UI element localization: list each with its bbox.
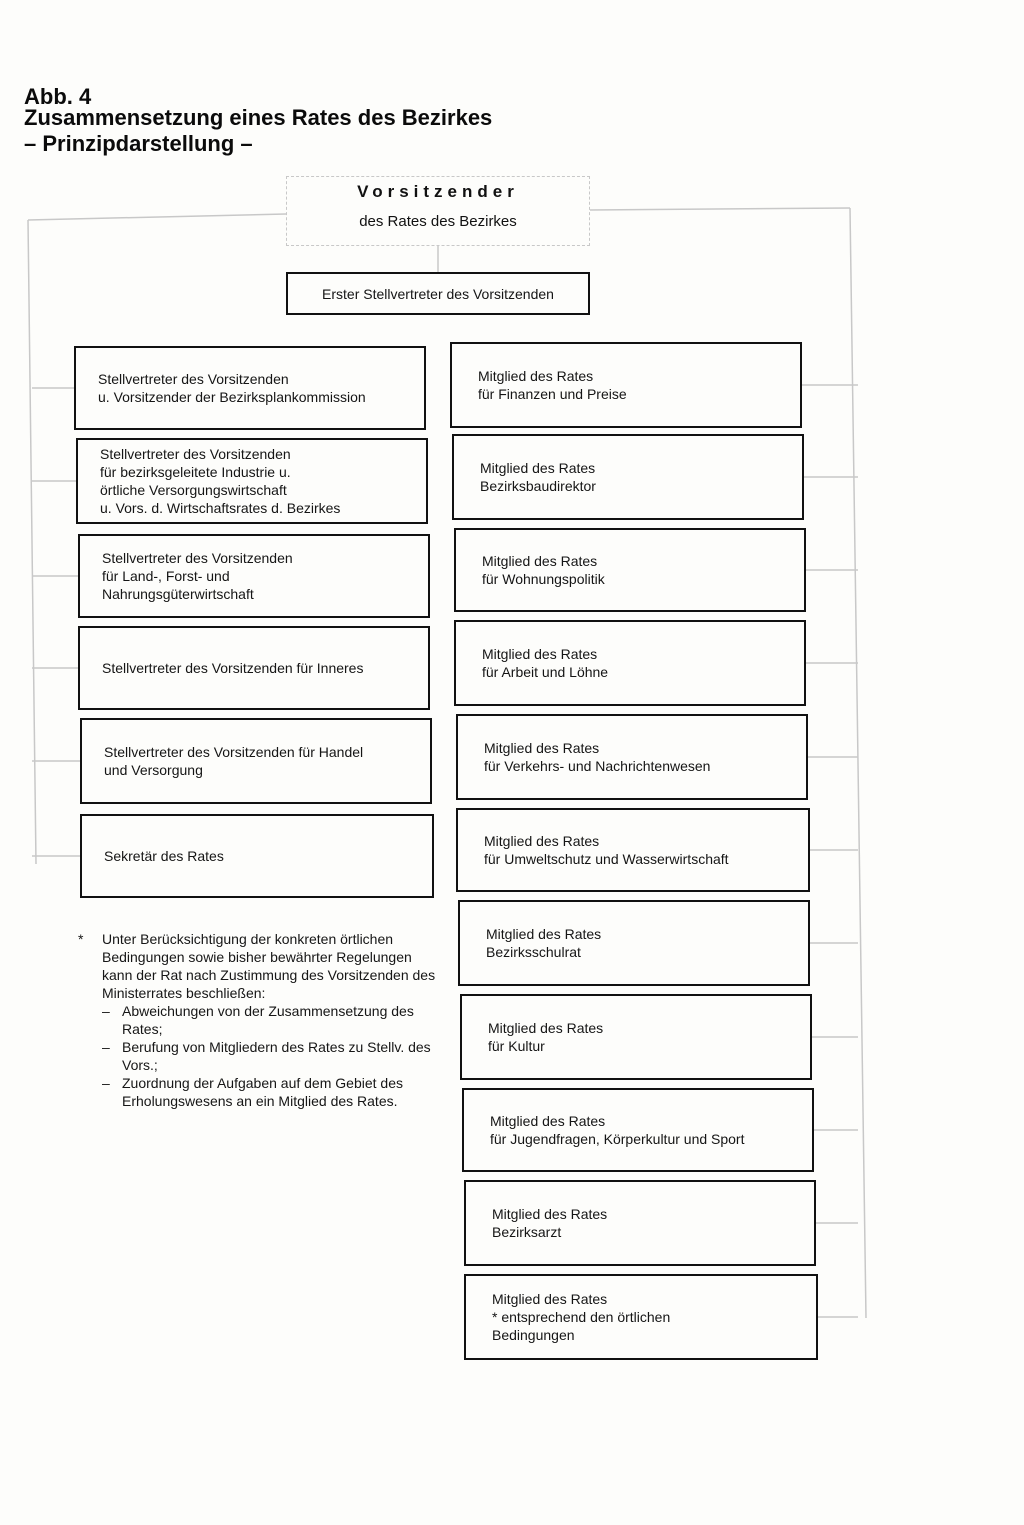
deputy-box-label: Stellvertreter des Vorsitzenden für Handel und Versorgung: [104, 744, 364, 778]
deputy-box-label: Stellvertreter des Vorsitzenden u. Vorsitzender der Bezirksplankommission: [98, 371, 366, 405]
figure-title: Zusammensetzung eines Rates des Bezirkes: [24, 105, 493, 130]
member-box-label: Mitglied des Rates Bezirksbaudirektor: [480, 460, 596, 494]
footnote-asterisk: *: [78, 931, 84, 947]
member-box: [464, 1180, 816, 1266]
chair-subtitle: des Rates des Bezirkes: [359, 213, 517, 230]
deputy-box-label: Stellvertreter des Vorsitzenden für Land-, Forst- und Nahrungsgüterwirtschaft: [102, 550, 293, 602]
member-box: [464, 1274, 818, 1360]
figure-subtitle: – Prinzipdarstellung –: [24, 131, 253, 156]
deputy-box: [76, 438, 428, 524]
member-box: [452, 434, 804, 520]
member-box-label: Mitglied des Rates Bezirksarzt: [492, 1206, 608, 1240]
member-box: [458, 900, 810, 986]
member-box-label: Mitglied des Rates für Kultur: [488, 1020, 604, 1054]
member-box: [450, 342, 802, 428]
figure-number: Abb. 4: [24, 84, 92, 109]
footnote-item: [102, 1038, 438, 1074]
footnote-dash: –: [102, 1003, 110, 1019]
member-box: [454, 620, 806, 706]
deputy-box: [78, 534, 430, 618]
member-box: [460, 994, 812, 1080]
connector-line: [28, 220, 36, 864]
footnote-item-text: Abweichungen von der Zusammensetzung des Rates;: [122, 1003, 414, 1037]
connector-line: [850, 208, 866, 1318]
deputy-box-label: Stellvertreter des Vorsitzenden für Inneres: [102, 660, 364, 676]
chair-title: Vorsitzender: [357, 182, 519, 201]
footnote-item: [102, 1002, 438, 1038]
member-box-label: Mitglied des Rates für Umweltschutz und Wasserwirtschaft: [484, 833, 729, 867]
member-box-label: Mitglied des Rates * entsprechend den örtlichen Bedingungen: [492, 1291, 671, 1343]
footnote-dash: –: [102, 1039, 110, 1055]
first-deputy-box: [286, 272, 590, 315]
footnote-item-text: Berufung von Mitgliedern des Rates zu Stellv. des Vors.;: [122, 1039, 431, 1073]
member-box-label: Mitglied des Rates für Verkehrs- und Nachrichtenwesen: [484, 740, 711, 774]
deputy-box: [80, 718, 432, 804]
deputy-box-label: Stellvertreter des Vorsitzenden für bezirksgeleitete Industrie u. örtliche Versorgungswirtschaft u. Vors. d. Wirtschaftsrates d. Bezirkes: [100, 446, 341, 516]
connector-line: [590, 208, 850, 210]
footnote: [78, 930, 438, 1110]
member-box-label: Mitglied des Rates für Arbeit und Löhne: [482, 646, 609, 680]
footnote-item-text: Zuordnung der Aufgaben auf dem Gebiet des Erholungswesens an ein Mitglied des Rates.: [122, 1075, 403, 1109]
footnote-dash: –: [102, 1075, 110, 1091]
member-box-label: Mitglied des Rates Bezirksschulrat: [486, 926, 602, 960]
member-box: [454, 528, 806, 612]
member-box: [462, 1088, 814, 1172]
deputy-box: [78, 626, 430, 710]
chair-box: [286, 176, 590, 246]
member-box: [456, 808, 810, 892]
first-deputy-label: Erster Stellvertreter des Vorsitzenden: [322, 285, 554, 302]
deputy-box: [74, 346, 426, 430]
member-box-label: Mitglied des Rates für Finanzen und Preise: [478, 368, 627, 402]
connector-line: [28, 214, 286, 220]
member-box-label: Mitglied des Rates für Wohnungspolitik: [482, 553, 605, 587]
footnote-item: [102, 1074, 438, 1110]
footnote-intro: Unter Berücksichtigung der konkreten örtlichen Bedingungen sowie bisher bewährter Regelungen kann der Rat nach Zustimmung des Vorsitzenden des Ministerrates beschließen:: [102, 931, 436, 1001]
footnote-list: [78, 1002, 438, 1110]
member-box-label: Mitglied des Rates für Jugendfragen, Körperkultur und Sport: [490, 1113, 745, 1147]
deputy-box-label: Sekretär des Rates: [104, 848, 224, 864]
deputy-box: [80, 814, 434, 898]
member-box: [456, 714, 808, 800]
